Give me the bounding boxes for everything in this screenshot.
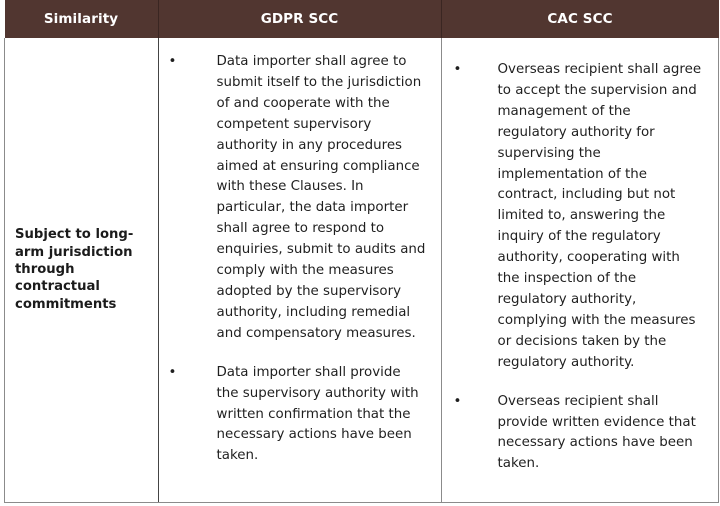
column-header-gdpr-scc: GDPR SCC — [158, 0, 441, 38]
list-item-text: Data importer shall provide the supervisory authority with written confirmation that the necessary actions have been taken. — [216, 364, 419, 464]
list-item — [169, 363, 427, 468]
list-item-text: Overseas recipient shall agree to accept the supervision and management of the regulatory authority for supervising the implementation of the contract, including but not limited to, answering the inquiry of the regulatory authority, cooperating with the inspection of the regulatory authority, complying with the measures or decisions taken by the regulatory authority. — [497, 62, 702, 370]
list-item — [169, 52, 427, 345]
list-item-text: Overseas recipient shall provide written evidence that necessary actions have been taken. — [497, 393, 696, 472]
comparison-table — [4, 0, 719, 503]
table-row — [5, 38, 719, 502]
table-header-row — [5, 0, 719, 38]
list-item — [454, 60, 703, 374]
column-header-similarity: Similarity — [5, 0, 159, 38]
bullet-icon: • — [168, 54, 177, 69]
gdpr-bullet-list — [159, 38, 441, 467]
similarity-label: Subject to long-arm jurisdiction through contractual commitments — [15, 227, 134, 312]
list-item-text: Data importer shall agree to submit itself to the jurisdiction of and cooperate with the competent supervisory authority in any procedures aimed at ensuring compliance with these Clauses. In particular, the data importer shall agree to respond to enquiries, submit to audits and comply with the measures adopted by the supervisory authority, including remedial and compensatory measures. — [216, 54, 426, 341]
column-header-cac-scc: CAC SCC — [441, 0, 719, 38]
cell-similarity — [5, 38, 159, 502]
bullet-icon: • — [168, 364, 177, 380]
list-item — [454, 392, 703, 476]
bullet-icon: • — [453, 62, 462, 77]
cell-gdpr-scc — [158, 38, 441, 502]
table-header — [5, 0, 719, 38]
cac-bullet-list — [442, 38, 719, 475]
bullet-icon: • — [453, 393, 462, 409]
cell-cac-scc — [441, 38, 719, 502]
table-body — [5, 38, 719, 502]
